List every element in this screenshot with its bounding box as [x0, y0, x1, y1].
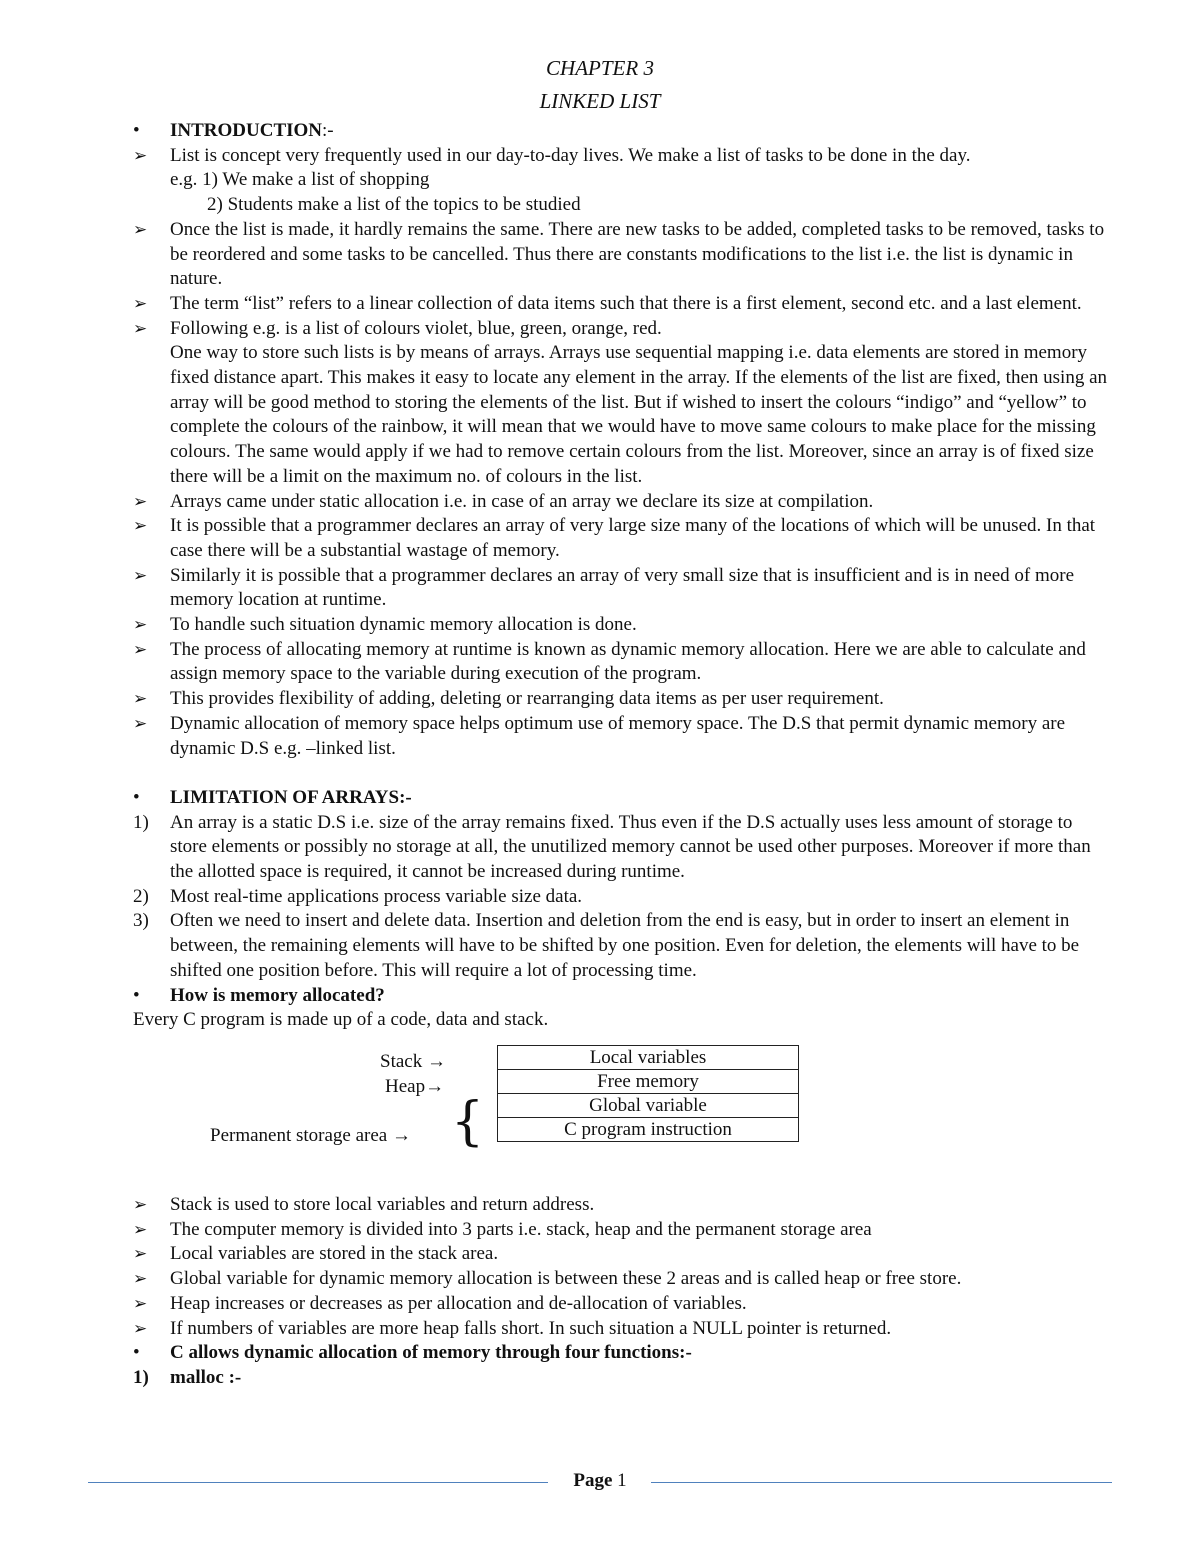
list-item: [133, 564, 1113, 613]
list-item-text: It is possible that a programmer declares an array of very large size many of the locations of which will be unused. In that case there will be a substantial wastage of memory.: [170, 515, 1096, 561]
bullet-icon: •: [133, 1342, 140, 1364]
list-item: [133, 1317, 1113, 1342]
list-item: [133, 687, 1113, 712]
chapter-title: LINKED LIST: [539, 89, 661, 113]
list-item-text: The process of allocating memory at runtime is known as dynamic memory allocation. Here we are able to calculate and assign memory space to the variable during execution of the program.: [170, 638, 1086, 685]
list-item-text: Following e.g. is a list of colours violet, blue, green, orange, red.: [170, 317, 662, 339]
intro-heading-text: INTRODUCTION: [170, 120, 323, 141]
arrow-bullet-icon: ➢: [133, 219, 148, 239]
list-item: [133, 1218, 1113, 1243]
list-item-text: This provides flexibility of adding, deleting or rearranging data items as per user requirement.: [170, 688, 884, 710]
list-item-text: List is concept very frequently used in our day-to-day lives. We make a list of tasks to be done in the day.: [170, 144, 971, 166]
memory-cell-global: Global variable: [498, 1094, 799, 1118]
list-item: [133, 144, 1113, 169]
intro-heading-suffix: :-: [322, 120, 334, 141]
memory-cell-free: Free memory: [498, 1070, 799, 1094]
list-item-text: The computer memory is divided into 3 parts i.e. stack, heap and the permanent storage area: [170, 1218, 872, 1240]
list-item-text: If numbers of variables are more heap falls short. In such situation a NULL pointer is returned.: [170, 1317, 892, 1339]
document-body: [133, 119, 1113, 1391]
item-number: 2): [133, 885, 149, 907]
list-item-text: The term “list” refers to a linear collection of data items such that there is a first element, second etc. and a last element.: [170, 292, 1082, 314]
arrow-bullet-icon: ➢: [133, 1244, 148, 1264]
bullet-icon: •: [133, 120, 140, 141]
function-item-text: malloc :-: [170, 1366, 242, 1388]
brace-icon: {: [451, 1092, 485, 1152]
page-label: Page: [573, 1470, 613, 1491]
list-item-text: Dynamic allocation of memory space helps optimum use of memory space. The D.S that permit dynamic memory are dynamic D.S e.g. –linked list.: [170, 712, 1066, 759]
item-number: 1): [133, 1366, 149, 1388]
memory-layout-diagram: [133, 1033, 1113, 1193]
list-item-text: Similarly it is possible that a programmer declares an array of very small size that is insufficient and is in need of more memory location at runtime.: [170, 564, 1075, 611]
memory-heading-text: How is memory allocated?: [170, 984, 385, 1006]
page-footer: [88, 1470, 1112, 1496]
list-item: [133, 1267, 1113, 1292]
limitations-heading: [133, 786, 1113, 811]
arrow-bullet-icon: ➢: [133, 318, 148, 338]
bullet-icon: •: [133, 984, 140, 1006]
arrow-bullet-icon: ➢: [133, 293, 148, 313]
list-item-text: Once the list is made, it hardly remains the same. There are new tasks to be added, completed tasks to be removed, tasks to be reordered and some tasks to be cancelled. Thus there are constants modifications to the list i.e. the list is dynamic in nature.: [170, 218, 1105, 290]
example-line-1: e.g. 1) We make a list of shopping: [170, 169, 430, 191]
example-line-2: 2) Students make a list of the topics to be studied: [207, 194, 581, 216]
intro-heading: [133, 119, 1113, 144]
functions-heading-text: C allows dynamic allocation of memory through four functions:-: [170, 1342, 692, 1364]
arrow-bullet-icon: ➢: [133, 639, 148, 659]
list-item-text: Local variables are stored in the stack area.: [170, 1243, 499, 1265]
arrow-bullet-icon: ➢: [133, 615, 148, 635]
list-item: [133, 638, 1113, 687]
limitations-heading-text: LIMITATION OF ARRAYS:-: [170, 786, 412, 808]
numbered-item: [133, 909, 1113, 983]
list-item: [133, 514, 1113, 563]
item-number: 1): [133, 811, 149, 833]
numbered-item: [133, 885, 1113, 910]
arrow-bullet-icon: ➢: [133, 1293, 148, 1313]
array-paragraph: One way to store such lists is by means of arrays. Arrays use sequential mapping i.e. data elements are stored in memory fixed distance apart. This makes it easy to locate any element in the array. If the elements of the list are fixed, then using an array will be good method to storing the elements of the list. But if wished to insert the colours “indigo” and “yellow” to complete the colours of the rainbow, it will mean that we would have to move same colours to make place for the missing colours. The same would apply if we had to remove certain colours from the list. Moreover, since an array is of fixed size there will be a limit on the maximum no. of colours in the list.: [170, 342, 1108, 487]
memory-cell-local: Local variables: [498, 1046, 799, 1070]
list-item: [133, 613, 1113, 638]
function-item: [133, 1366, 1113, 1391]
list-item: [133, 490, 1113, 515]
arrow-bullet-icon: ➢: [133, 565, 148, 585]
list-item-text: Global variable for dynamic memory allocation is between these 2 areas and is called heap or free store.: [170, 1268, 962, 1290]
stack-label: Stack →: [380, 1051, 446, 1072]
functions-heading: [133, 1341, 1113, 1366]
list-item: [133, 292, 1113, 317]
memory-cell-program: C program instruction: [498, 1118, 799, 1142]
arrow-bullet-icon: ➢: [133, 145, 148, 165]
list-item: [133, 712, 1113, 761]
permanent-storage-label: Permanent storage area →: [210, 1125, 411, 1146]
item-number: 3): [133, 910, 149, 932]
page-number-value: 1: [617, 1470, 627, 1491]
memory-table: [497, 1045, 799, 1142]
list-item: [133, 218, 1113, 292]
arrow-bullet-icon: ➢: [133, 689, 148, 709]
arrow-bullet-icon: ➢: [133, 1318, 148, 1338]
arrow-bullet-icon: ➢: [133, 1269, 148, 1289]
page-number: [88, 1470, 1112, 1492]
memory-heading: [133, 984, 1113, 1009]
numbered-item-text: An array is a static D.S i.e. size of the array remains fixed. Thus even if the D.S actually uses less amount of storage to store elements or possibly no storage at all, the unutilized memory cannot be used other purposes. Moreover if more than the allotted space is required, it cannot be increased during runtime.: [170, 811, 1091, 883]
arrow-bullet-icon: ➢: [133, 1219, 148, 1239]
arrow-bullet-icon: ➢: [133, 1195, 148, 1214]
numbered-item-text: Most real-time applications process variable size data.: [170, 885, 583, 907]
memory-intro: Every C program is made up of a code, data and stack.: [133, 1009, 549, 1031]
numbered-item-text: Often we need to insert and delete data. Insertion and deletion from the end is easy, but in order to insert an element in between, the remaining elements will have to be shifted by one position. Even for deletion, the elements will have to be shifted one position before. This will require a lot of processing time.: [170, 910, 1080, 981]
bullet-icon: •: [133, 786, 140, 808]
list-item: [133, 317, 1113, 342]
list-item: [133, 1242, 1113, 1267]
heap-label: Heap→: [385, 1076, 445, 1097]
list-item-text: Heap increases or decreases as per allocation and de-allocation of variables.: [170, 1292, 747, 1314]
list-item: [133, 1292, 1113, 1317]
arrow-bullet-icon: ➢: [133, 491, 148, 511]
numbered-item: [133, 811, 1113, 885]
list-item-text: To handle such situation dynamic memory allocation is done.: [170, 614, 637, 636]
arrow-bullet-icon: ➢: [133, 516, 148, 536]
list-item-text: Stack is used to store local variables and return address.: [170, 1194, 595, 1215]
arrow-bullet-icon: ➢: [133, 713, 148, 733]
chapter-label: CHAPTER 3: [546, 56, 654, 80]
list-item-text: Arrays came under static allocation i.e. in case of an array we declare its size at compilation.: [170, 490, 874, 512]
list-item: [133, 1193, 1113, 1218]
